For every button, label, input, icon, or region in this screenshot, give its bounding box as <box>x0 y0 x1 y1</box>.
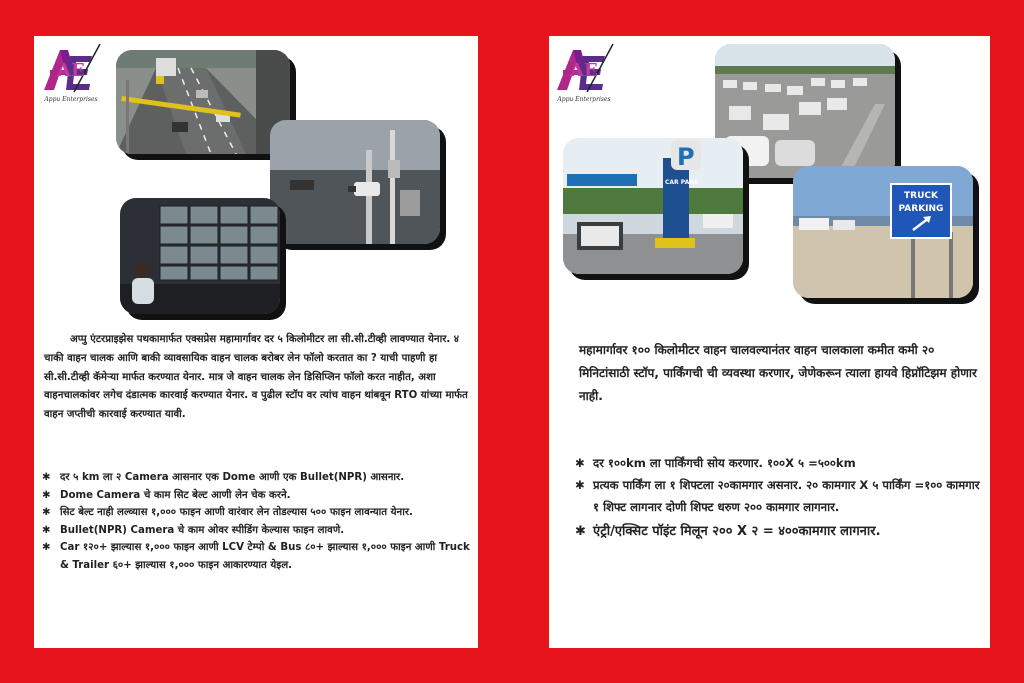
parking-plan-list <box>575 452 987 544</box>
control-room-photo <box>120 198 280 314</box>
list-item: ✱ एंट्री/एक्सिट पॉइंट मिलून २०० X २ = ४००कामगार लागनार. <box>575 520 987 544</box>
asterisk-bullet-icon: ✱ <box>42 524 51 536</box>
appu-enterprises-logo <box>553 42 615 114</box>
truck-parking-photo <box>793 166 973 298</box>
highway-cameras-photo <box>116 50 290 154</box>
asterisk-bullet-icon: ✱ <box>575 524 586 539</box>
list-item: ✱ दर ५ km ला २ Camera आसनार एक Dome आणी एक Bullet(NPR) आसनार. <box>42 469 472 487</box>
logo-initials: AE <box>570 60 598 81</box>
asterisk-bullet-icon: ✱ <box>575 478 585 492</box>
asterisk-bullet-icon: ✱ <box>42 489 51 501</box>
truck-sign-line1: TRUCK <box>904 191 938 201</box>
asterisk-bullet-icon: ✱ <box>42 472 51 483</box>
right-page <box>549 36 990 648</box>
asterisk-bullet-icon: ✱ <box>575 456 585 470</box>
car-park-sign: CAR PARK <box>665 179 699 186</box>
logo-tagline: Appu Enterprises <box>44 96 98 103</box>
list-item: ✱ Car १२०+ झाल्यास १,००० फाइन आणी LCV टेम्पो & Bus ८०+ झाल्यास १,००० फाइन आणी Truck & Trailer ६०+ झाल्यास १,००० फाइन आकारण्यात येइल. <box>42 539 472 574</box>
camera-pole-photo <box>270 120 440 244</box>
truck-sign-line2: PARKING <box>898 204 944 214</box>
asterisk-bullet-icon: ✱ <box>42 542 51 553</box>
cctv-description: अप्पु एंटरप्राइझेस पथकामार्फत एक्सप्रेस महामार्गावर दर ५ किलोमीटर ला सी.सी.टीव्ही लावण्यात येनार. ४ चाकी वाहन चालक आणि बाकी व्यावसायिक वाहन चालक बरोबर लेन फॉलो करतात का ? याची पाहणी हा सी.सी.टीव्ही कॅमेऱ्या मार्फत करण्यात येनार. मात्र जे वाहन चालक लेन डिसिप्लिन फॉलो करत नाहीत, अशा वाहनचालकांवर लगेच दंडात्मक कारवाई करण्यात येनार. व पुढील स्टॉप वर त्यांच वाहन थांबवून RTO यांच्या मार्फत वाहन जप्तीची कारवाई करण्यात यावी. <box>44 334 468 421</box>
appu-enterprises-logo <box>40 42 102 114</box>
list-item: ✱ प्रत्यक पार्किंग ला १ शिफ्टला २०कामगार असनार. २० कामगार X ५ पार्किंग =१०० कामगार १ शिफ्ट लागनार दोणी शिफ्ट धरुण २०० कामगार लागनार. <box>575 474 987 518</box>
list-item: ✱ Bullet(NPR) Camera चे काम ओवर स्पीडिंग केल्यास फाइन लावणे. <box>42 522 472 540</box>
list-item: ✱ सिट बेल्ट नाही लल्व्यास १,००० फाइन आणी वारंवार लेन तोडल्यास ५०० फाइन लावन्यात येनार. <box>42 504 472 522</box>
list-item: ✱ दर १००km ला पार्किंगची सोय करणार. १००X ५ =५००km <box>575 452 987 474</box>
parking-p-sign: P <box>677 143 695 171</box>
logo-tagline: Appu Enterprises <box>557 96 611 103</box>
cctv-rules-list <box>42 469 472 574</box>
logo-initials: AE <box>57 60 85 81</box>
parking-description: महामार्गावर १०० किलोमीटर वाहन चालवल्यानंतर वाहन चालकाला कमीत कमी २० मिनिटांसाठी स्टॉप, पार्किंगची ची व्यवस्था करणार, जेणेकरून त्याला हायवे हिप्नॉटिझम होणार नाही. <box>579 343 977 403</box>
list-item: ✱ Dome Camera चे काम सिट बेल्ट आणी लेन चेक करने. <box>42 487 472 505</box>
car-park-entrance-photo <box>563 138 743 274</box>
asterisk-bullet-icon: ✱ <box>42 507 51 518</box>
left-page <box>34 36 478 648</box>
